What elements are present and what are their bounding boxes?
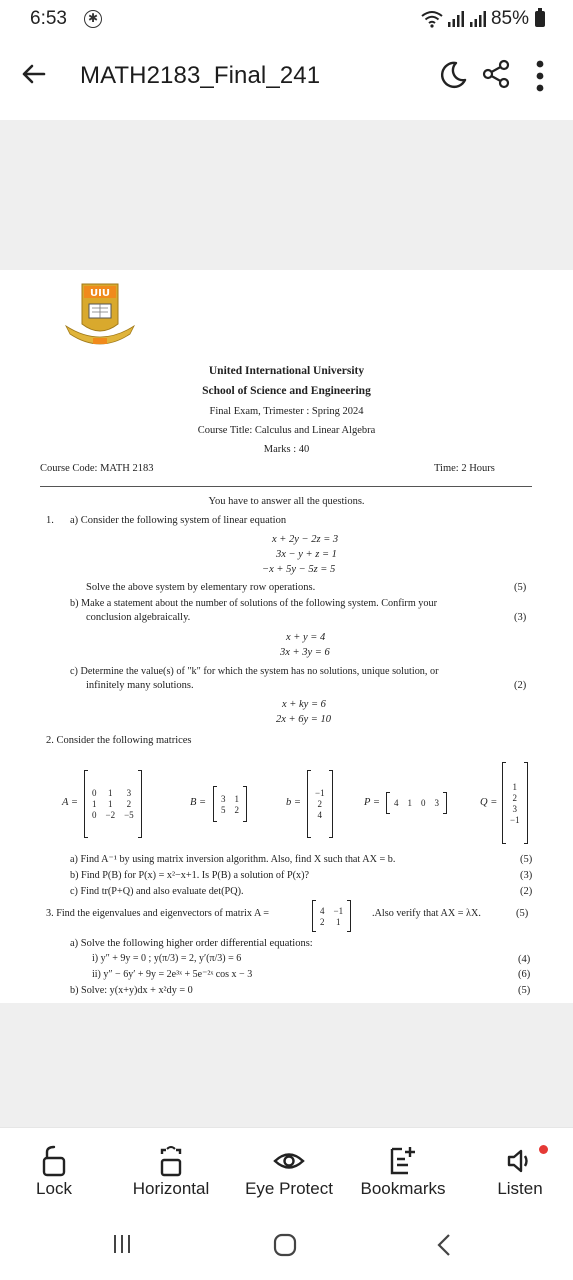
bookmarks-label: Bookmarks: [360, 1179, 446, 1198]
accessibility-icon: ✱: [84, 10, 102, 28]
recent-apps-icon[interactable]: [110, 1232, 134, 1256]
signal-icon-2: [469, 10, 487, 28]
q1c-eq-1: x + ky = 6: [282, 699, 326, 710]
lock-rotation-icon: [39, 1144, 69, 1178]
matrix-b-grid: [217, 793, 243, 816]
q1a-text: a) Consider the following system of linear equation: [70, 515, 287, 526]
mM-cell-0-1: −1: [333, 905, 344, 916]
exam-marks: Marks : 40: [263, 444, 310, 455]
university-name: United International University: [208, 365, 365, 377]
system-back-icon[interactable]: [434, 1232, 454, 1258]
course-title: Course Title: Calculus and Linear Algebra: [197, 425, 376, 436]
school-name: School of Science and Engineering: [202, 385, 371, 397]
back-arrow-icon[interactable]: [14, 54, 54, 94]
lock-button[interactable]: [14, 1128, 94, 1211]
matrix-a: [84, 770, 142, 838]
q3-marks: (5): [516, 908, 529, 919]
bottom-toolbar: [0, 1127, 573, 1210]
pdf-page[interactable]: [0, 270, 573, 1003]
mQ-cell-3-0: −1: [510, 814, 520, 825]
q1b-marks: (3): [514, 612, 527, 623]
mP-cell-0-3: 3: [434, 798, 439, 808]
status-time: 6:53: [30, 8, 67, 29]
mB-cell-0-1: 1: [234, 793, 239, 804]
mA-cell-0-0: 0: [92, 788, 97, 798]
system-nav-bar: [0, 1210, 573, 1280]
mQ-cell-2-0: 3: [512, 803, 518, 814]
signal-icon: [447, 10, 465, 28]
mB-cell-1-0: 5: [221, 804, 226, 815]
matrix-q-label: Q =: [480, 797, 498, 808]
q1-number: 1.: [46, 515, 54, 526]
q3-matrix: [312, 900, 351, 932]
night-mode-icon[interactable]: [436, 58, 470, 92]
svg-text:UIU: UIU: [90, 288, 110, 299]
more-options-icon[interactable]: [528, 56, 552, 96]
matrix-p: [386, 792, 447, 814]
q1c-line-1: c) Determine the value(s) of "k" for which the system has no solutions, unique solution, or: [70, 666, 439, 677]
q4b-marks: (5): [518, 985, 531, 996]
mA-cell-2-0: 0: [92, 810, 97, 820]
horizontal-scroll-icon: [156, 1144, 186, 1178]
q2c-marks: (2): [520, 886, 533, 897]
q2b-marks: (3): [520, 870, 533, 881]
battery-icon: [535, 11, 545, 27]
matrix-a-grid: [88, 787, 138, 821]
listen-label: Listen: [497, 1179, 543, 1198]
horizontal-label: Horizontal: [132, 1179, 210, 1198]
share-icon[interactable]: [480, 58, 512, 90]
q3-matrix-grid: [316, 905, 347, 928]
notification-dot: [539, 1145, 548, 1154]
matrix-p-grid: [390, 797, 443, 809]
eye-icon: [272, 1144, 306, 1178]
mQ-cell-1-0: 2: [512, 792, 518, 803]
mM-cell-0-0: 4: [320, 905, 325, 916]
mb-cell-1-0: 2: [317, 799, 323, 809]
mA-cell-2-1: −2: [105, 810, 116, 820]
q1a-marks: (5): [514, 582, 527, 593]
matrix-b-label: B =: [190, 797, 207, 808]
lock-label: Lock: [36, 1179, 72, 1198]
matrix-q-grid: [506, 781, 524, 826]
q1c-line-2: infinitely many solutions.: [86, 680, 194, 691]
viewer-background-bottom: [0, 1003, 573, 1127]
course-code: Course Code: MATH 2183: [40, 463, 154, 474]
exam-name: Final Exam, Trimester : Spring 2024: [209, 406, 364, 417]
battery-percent: 85%: [490, 8, 529, 29]
q1-eq-1: x + 2y − 2z = 3: [272, 534, 339, 545]
bookmarks-button[interactable]: [350, 1128, 456, 1211]
q2c-text: c) Find tr(P+Q) and also evaluate det(PQ).: [70, 886, 244, 897]
q1c-eq-2: 2x + 6y = 10: [276, 714, 331, 725]
mM-cell-1-1: 1: [336, 916, 341, 927]
eye-protect-button[interactable]: [236, 1128, 342, 1211]
q2b-text: b) Find P(B) for P(x) = x²−x+1. Is P(B) a solution of P(x)?: [70, 870, 310, 881]
horizontal-button[interactable]: [118, 1128, 224, 1211]
divider: [40, 486, 532, 487]
viewer-background: [0, 120, 573, 270]
q3-text-2: .Also verify that AX = λX.: [372, 908, 481, 919]
matrix-b: [213, 786, 247, 822]
mb-cell-0-0: −1: [315, 788, 325, 798]
q2-intro: 2. Consider the following matrices: [46, 735, 192, 746]
mA-cell-0-1: 1: [108, 788, 113, 798]
mM-cell-1-0: 2: [320, 916, 325, 927]
listen-button[interactable]: [484, 1128, 556, 1211]
mb-cell-2-0: 4: [317, 810, 323, 820]
q1-eq-3: −x + 5y − 5z = 5: [262, 564, 336, 575]
mB-cell-1-1: 2: [234, 804, 239, 815]
matrix-p-label: P =: [364, 797, 380, 808]
speaker-icon: [504, 1144, 536, 1178]
vector-b-label: b =: [286, 797, 301, 808]
mA-cell-1-1: 1: [108, 799, 113, 809]
q1b-line-1: b) Make a statement about the number of solutions of the following system. Confirm your: [70, 598, 437, 609]
bookmarks-icon: [388, 1144, 418, 1178]
instruction: You have to answer all the questions.: [208, 496, 365, 507]
document-title: MATH2183_Final_241: [80, 62, 321, 89]
q4b-text: b) Solve: y(x+y)dx + x²dy = 0: [70, 985, 193, 996]
mA-cell-1-0: 1: [92, 799, 97, 809]
app-bar: [0, 38, 573, 120]
q1b-eq-1: x + y = 4: [286, 632, 326, 643]
home-icon[interactable]: [272, 1232, 298, 1258]
q4a-i: i) y″ + 9y = 0 ; y(π/3) = 2, y′(π/3) = 6: [92, 953, 242, 964]
matrix-a-label: A =: [62, 797, 78, 808]
vector-b-grid: [311, 787, 329, 821]
q4a-i-marks: (4): [518, 954, 531, 965]
wifi-icon: [421, 10, 443, 28]
vector-b: [307, 770, 333, 838]
q2a-marks: (5): [520, 854, 533, 865]
q1-eq-2: 3x − y + z = 1: [276, 549, 337, 560]
q4a-text: a) Solve the following higher order differential equations:: [70, 938, 313, 949]
q1b-line-2: conclusion algebraically.: [86, 612, 191, 623]
status-bar: [0, 0, 573, 38]
q1a-solve: Solve the above system by elementary row operations.: [86, 582, 316, 593]
mA-cell-1-2: 2: [126, 799, 132, 809]
matrix-q: [502, 762, 528, 844]
mP-cell-0-2: 0: [421, 798, 426, 808]
mP-cell-0-0: 4: [394, 798, 399, 808]
q2a-text: a) Find A⁻¹ by using matrix inversion algorithm. Also, find X such that AX = b.: [70, 854, 396, 865]
q4a-ii: ii) y″ − 6y′ + 9y = 2e³ˣ + 5e⁻²ˣ cos x − 3: [92, 969, 253, 980]
mA-cell-2-2: −5: [124, 810, 134, 820]
mB-cell-0-0: 3: [221, 793, 226, 804]
q1c-marks: (2): [514, 680, 527, 691]
mA-cell-0-2: 3: [126, 788, 132, 798]
q4a-ii-marks: (6): [518, 969, 531, 980]
eye-protect-label: Eye Protect: [245, 1179, 333, 1198]
mP-cell-0-1: 1: [407, 798, 412, 808]
mQ-cell-0-0: 1: [512, 781, 518, 792]
q1b-eq-2: 3x + 3y = 6: [280, 647, 330, 658]
university-logo: [62, 280, 138, 352]
q3-text: 3. Find the eigenvalues and eigenvectors of matrix A =: [46, 908, 270, 919]
status-indicators: [421, 8, 545, 30]
exam-time: Time: 2 Hours: [434, 463, 495, 474]
